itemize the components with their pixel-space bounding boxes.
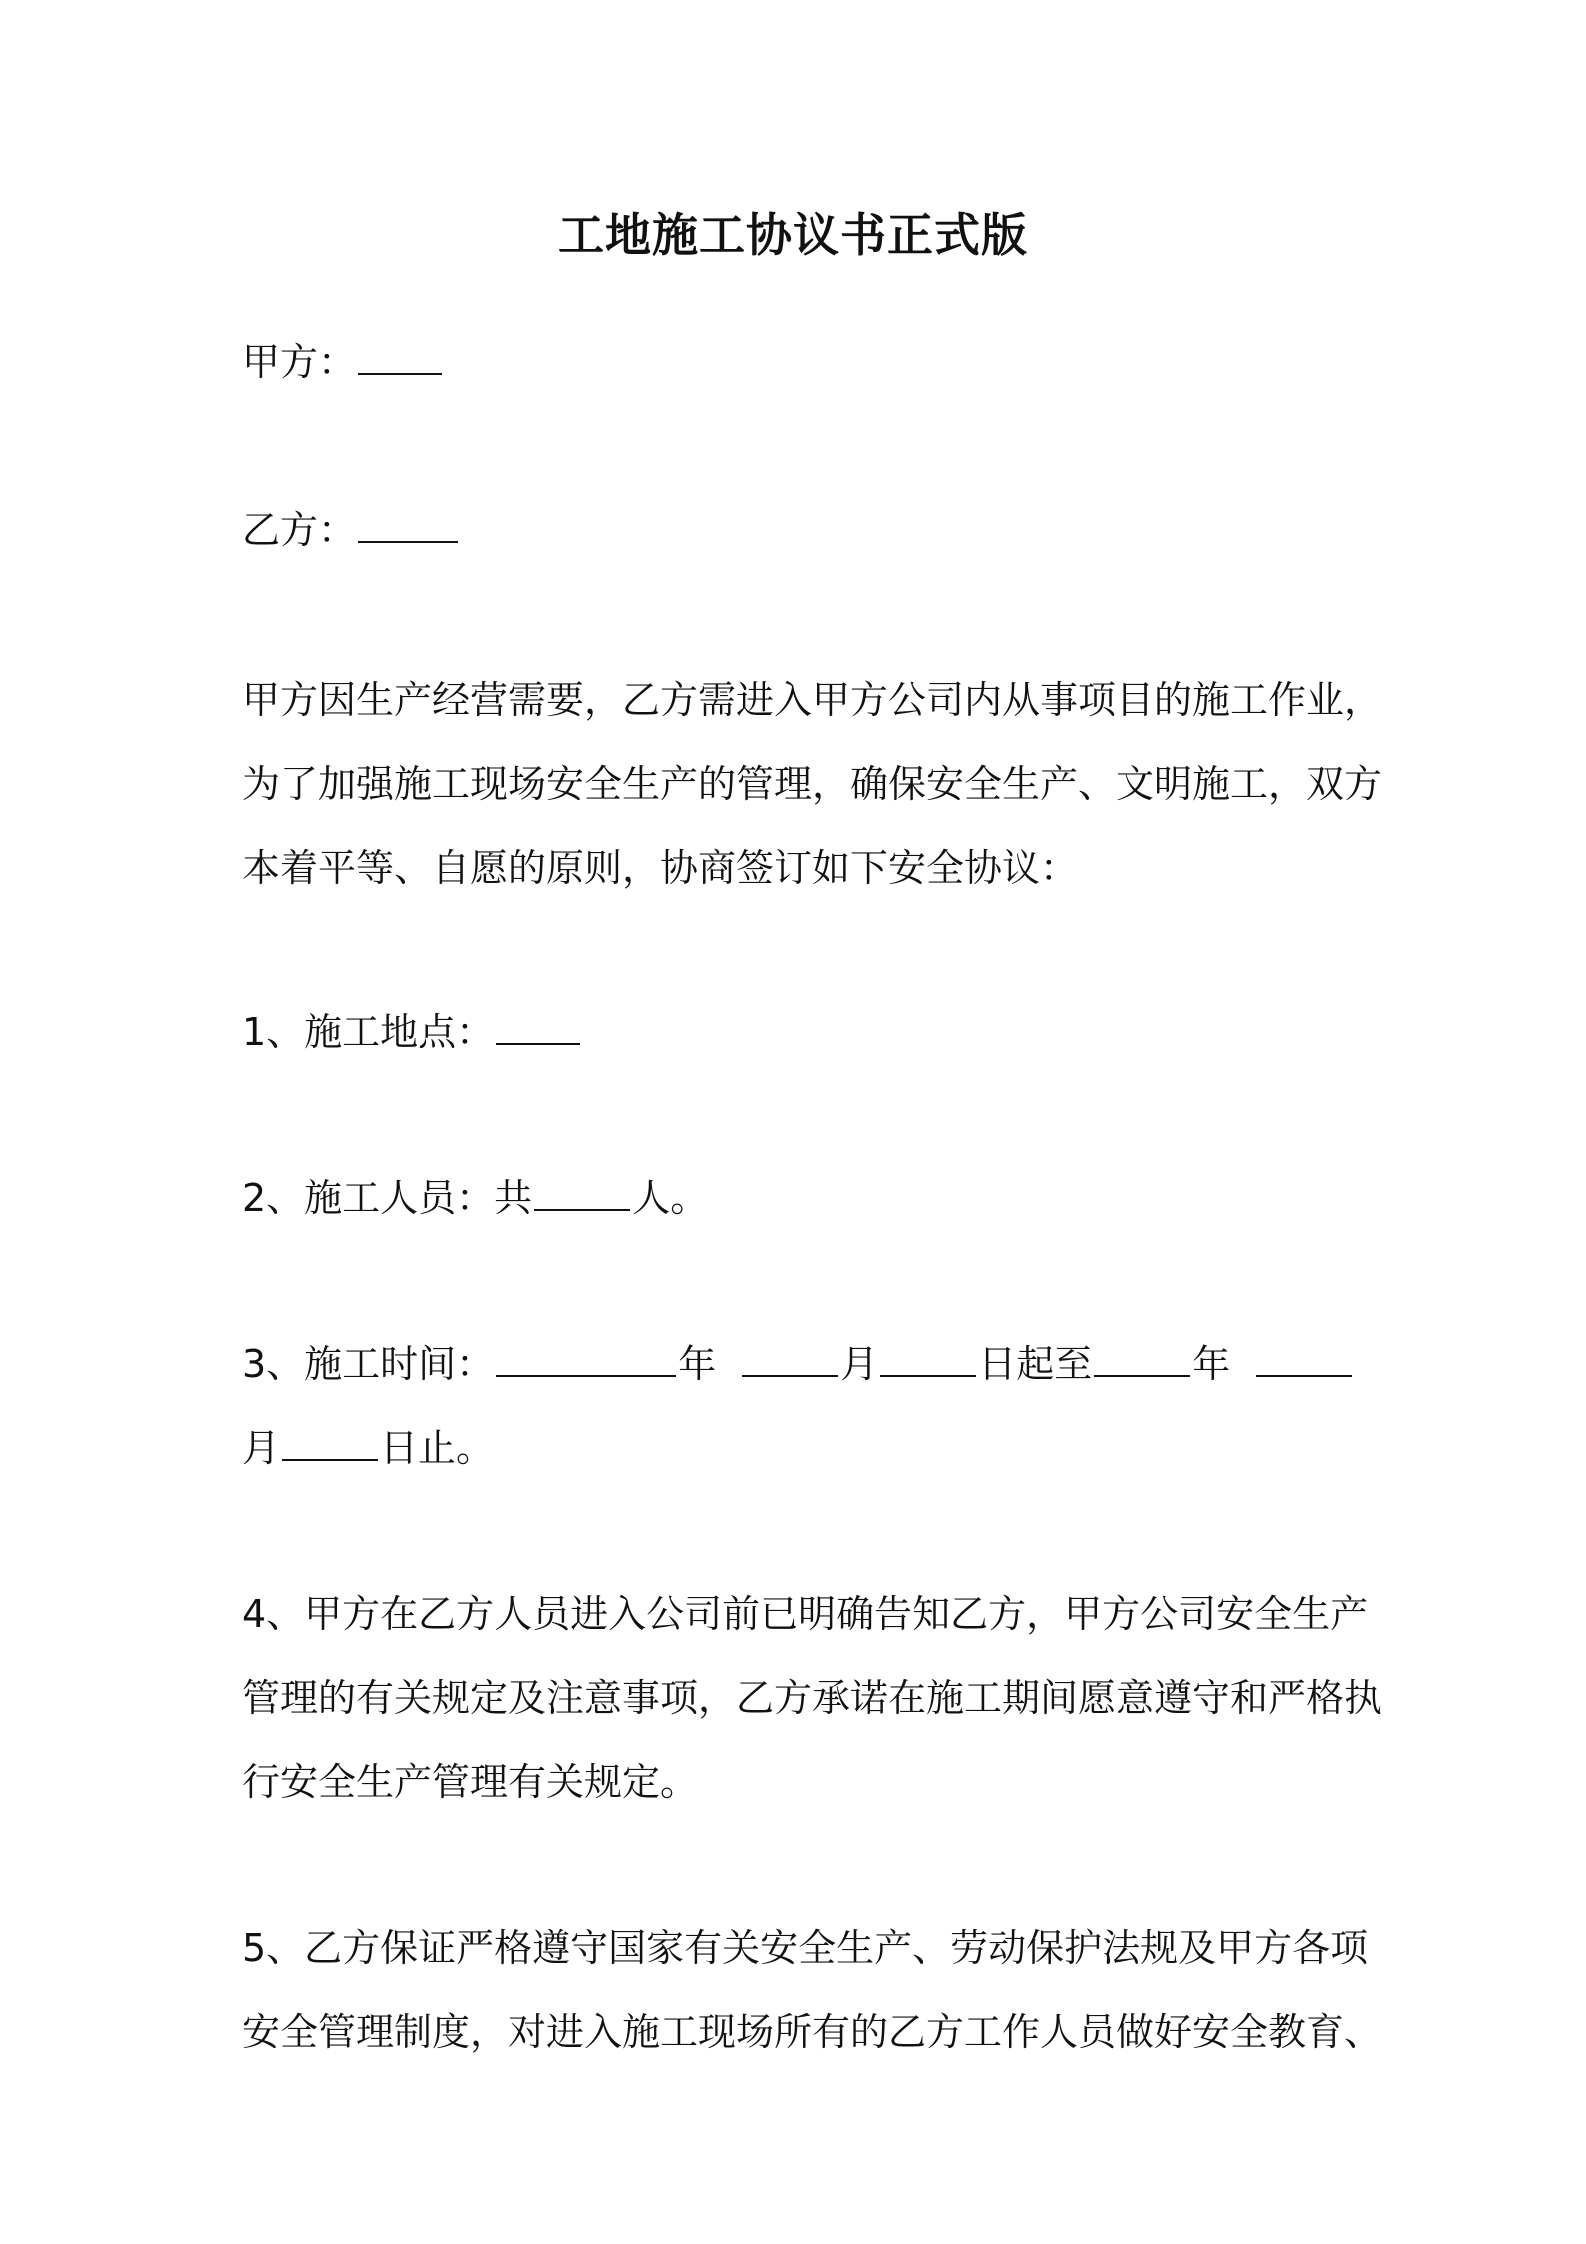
intro-line: 本着平等、自愿的原则，协商签订如下安全协议： [242,846,1079,890]
end-year-label: 年 [1192,1342,1231,1386]
end-day-label: 日止。 [380,1426,495,1470]
party-b-line [242,488,1362,572]
party-b-blank [358,505,458,543]
item-4-line: 管理的有关规定及注意事项，乙方承诺在施工期间愿意遵守和严格执 [242,1676,1383,1720]
intro-paragraph [242,658,1383,910]
item-3-line-2 [242,1406,1362,1490]
item-4-line: 行安全生产管理有关规定。 [242,1760,699,1804]
item-3-prefix: 3、施工时间： [242,1342,495,1386]
item-1-label: 1、施工地点： [242,1010,495,1054]
document-title: 工地施工协议书正式版 [558,208,1028,262]
item-4-paragraph [242,1572,1383,1824]
item-4-line: 4、甲方在乙方人员进入公司前已明确告知乙方，甲方公司安全生产 [242,1592,1369,1636]
start-month-blank [742,1339,838,1377]
item-5-line: 5、乙方保证严格遵守国家有关安全生产、劳动保护法规及甲方各项 [242,1926,1369,1970]
end-day-blank [282,1423,378,1461]
start-year-blank [496,1339,676,1377]
start-day-blank [880,1339,976,1377]
end-year-blank [1094,1339,1190,1377]
item-2-suffix: 人。 [632,1176,709,1220]
item-2-personnel [242,1156,1362,1240]
intro-line: 为了加强施工现场安全生产的管理，确保安全生产、文明施工，双方 [242,762,1383,806]
location-blank [496,1007,580,1045]
party-b-label: 乙方： [242,508,357,552]
intro-line: 甲方因生产经营需要，乙方需进入甲方公司内从事项目的施工作业， [242,678,1383,722]
start-month-label: 月 [840,1342,879,1386]
item-5-line: 安全管理制度，对进入施工现场所有的乙方工作人员做好安全教育、 [242,2010,1383,2054]
start-day-label: 日起至 [978,1342,1093,1386]
end-month-blank [1256,1339,1352,1377]
party-a-label: 甲方： [242,340,357,384]
party-a-blank [358,337,442,375]
item-5-paragraph [242,1906,1383,2074]
party-a-line [242,320,1362,404]
end-month-label: 月 [242,1426,281,1470]
item-1-location [242,990,1362,1074]
item-3-line-1 [242,1322,1362,1406]
item-2-prefix: 2、施工人员：共 [242,1176,533,1220]
personnel-count-blank [534,1173,630,1211]
start-year-label: 年 [678,1342,717,1386]
item-3-time [242,1322,1362,1490]
